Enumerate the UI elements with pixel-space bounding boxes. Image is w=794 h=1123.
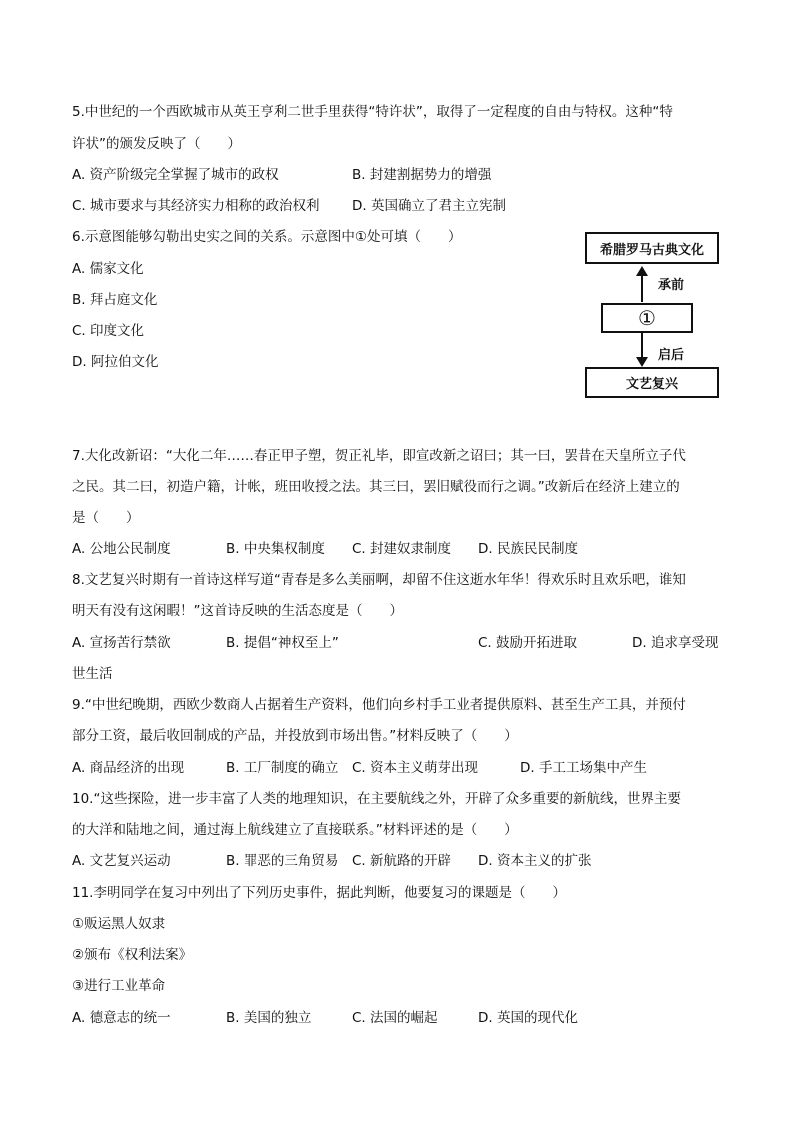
q10-stem-line1: 10.“这些探险，进一步丰富了人类的地理知识，在主要航线之外，开辟了众多重要的新航线，世界主要 bbox=[72, 791, 681, 807]
q11-option-b: B. 美国的独立 bbox=[226, 1010, 312, 1026]
q5-stem-line2: 许状”的颁发反映了（ ） bbox=[72, 136, 241, 152]
q7-option-b: B. 中央集权制度 bbox=[226, 541, 325, 557]
q6-option-b: B. 拜占庭文化 bbox=[72, 292, 158, 308]
q8-option-b: B. 提倡“神权至上” bbox=[226, 635, 339, 651]
q9-stem-line2: 部分工资，最后收回制成的产品，并投放到市场出售。”材料反映了（ ） bbox=[72, 728, 518, 744]
diagram-label-down: 启后 bbox=[658, 348, 685, 363]
q8-option-a: A. 宣扬苦行禁欲 bbox=[72, 635, 171, 651]
q9-option-c: C. 资本主义萌芽出现 bbox=[352, 760, 479, 776]
q10-option-b: B. 罪恶的三角贸易 bbox=[226, 853, 339, 869]
q6-option-a: A. 儒家文化 bbox=[72, 261, 144, 277]
q5-option-b: B. 封建割据势力的增强 bbox=[352, 167, 492, 183]
q10-option-c: C. 新航路的开辟 bbox=[352, 853, 452, 869]
q11-option-c: C. 法国的崛起 bbox=[352, 1010, 438, 1026]
q8-option-d-continued: 世生活 bbox=[72, 666, 113, 682]
q5-stem-line1: 5.中世纪的一个西欧城市从英王亨利二世手里获得“特许状”，取得了一定程度的自由与特权。这种“特 bbox=[72, 104, 673, 120]
q10-option-a: A. 文艺复兴运动 bbox=[72, 853, 171, 869]
q7-stem-line2: 之民。其二曰，初造户籍，计帐，班田收授之法。其三曰，罢旧赋役而行之调。”改新后在经济上建立的 bbox=[72, 479, 680, 495]
q7-stem-line3: 是（ ） bbox=[72, 510, 140, 526]
q5-option-d: D. 英国确立了君主立宪制 bbox=[352, 198, 506, 214]
q11-item-3: ③进行工业革命 bbox=[72, 978, 166, 994]
q7-option-d: D. 民族民民制度 bbox=[478, 541, 578, 557]
q7-option-c: C. 封建奴隶制度 bbox=[352, 541, 452, 557]
q11-option-d: D. 英国的现代化 bbox=[478, 1010, 578, 1026]
q11-stem: 11.李明同学在复习中列出了下列历史事件，据此判断，他要复习的课题是（ ） bbox=[72, 885, 566, 901]
q5-option-c: C. 城市要求与其经济实力相称的政治权利 bbox=[72, 198, 320, 214]
q10-stem-line2: 的大洋和陆地之间，通过海上航线建立了直接联系。”材料评述的是（ ） bbox=[72, 822, 518, 838]
q8-option-d: D. 追求享受现 bbox=[632, 635, 719, 651]
q11-option-a: A. 德意志的统一 bbox=[72, 1010, 171, 1026]
up-arrow-icon bbox=[630, 264, 654, 304]
q7-stem-line1: 7.大化改新诏：“大化二年……春正甲子塑，贺正礼毕，即宣改新之诏曰；其一曰，罢昔在天皇所立子代 bbox=[72, 448, 686, 464]
diagram-box-middle: ① bbox=[601, 303, 693, 333]
q8-stem-line1: 8.文艺复兴时期有一首诗这样写道“青春是多么美丽啊，却留不住这逝水年华！得欢乐时且欢乐吧，谁知 bbox=[72, 572, 686, 588]
q8-option-c: C. 鼓励开拓进取 bbox=[478, 635, 578, 651]
diagram-label-up: 承前 bbox=[658, 278, 685, 293]
q11-item-2: ②颁布《权利法案》 bbox=[72, 947, 193, 963]
diagram-box-top: 希腊罗马古典文化 bbox=[585, 232, 719, 264]
q8-stem-line2: 明天有没有这闲暇！”这首诗反映的生活态度是（ ） bbox=[72, 603, 403, 619]
q9-stem-line1: 9.“中世纪晚期，西欧少数商人占据着生产资料，他们向乡村手工业者提供原料、甚至生产工具，并预付 bbox=[72, 697, 686, 713]
q9-option-b: B. 工厂制度的确立 bbox=[226, 760, 339, 776]
diagram-box-bottom: 文艺复兴 bbox=[585, 367, 719, 398]
q6-option-d: D. 阿拉伯文化 bbox=[72, 354, 159, 370]
q5-option-a: A. 资产阶级完全掌握了城市的政权 bbox=[72, 167, 279, 183]
q6-option-c: C. 印度文化 bbox=[72, 323, 145, 339]
q11-item-1: ①贩运黑人奴隶 bbox=[72, 916, 166, 932]
q9-option-a: A. 商品经济的出现 bbox=[72, 760, 185, 776]
down-arrow-icon bbox=[630, 333, 654, 369]
q7-option-a: A. 公地公民制度 bbox=[72, 541, 171, 557]
q6-stem: 6.示意图能够勾勒出史实之间的关系。示意图中①处可填（ ） bbox=[72, 229, 462, 245]
q10-option-d: D. 资本主义的扩张 bbox=[478, 853, 592, 869]
q9-option-d: D. 手工工场集中产生 bbox=[520, 760, 647, 776]
